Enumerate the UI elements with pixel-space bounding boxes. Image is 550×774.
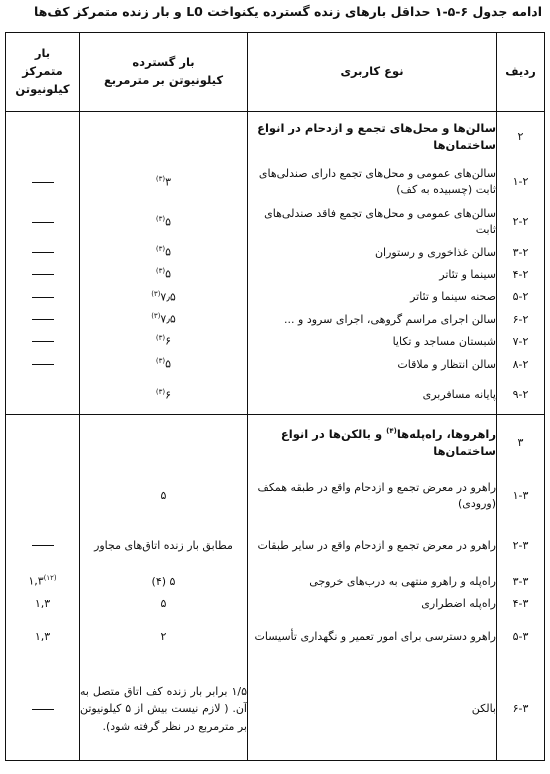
row-index: ۱-۳ bbox=[497, 471, 545, 521]
row-use: راهرو در معرض تجمع و ازدحام واقع در سایر طبقات bbox=[248, 521, 497, 571]
table-row bbox=[6, 521, 545, 571]
footnote-mark: (۳) bbox=[155, 334, 166, 343]
row-distributed: مطابق بار زنده اتاق‌های مجاور bbox=[80, 521, 248, 571]
row-distributed: ۳$^{(۳)}$ bbox=[80, 162, 248, 203]
header-distributed-line1: بار گسترده bbox=[132, 55, 195, 70]
row-index: ۳ bbox=[497, 415, 545, 471]
row-index: ۵-۳ bbox=[497, 615, 545, 659]
header-concentrated-line2: متمرکز bbox=[22, 64, 63, 79]
footnote-mark: (۳) bbox=[155, 357, 166, 366]
header-concentrated-line3: کیلونیوتن bbox=[15, 81, 70, 96]
row-distributed: ۵ bbox=[80, 471, 248, 521]
row-concentrated bbox=[6, 242, 80, 264]
row-concentrated bbox=[6, 162, 80, 203]
row-index: ۳-۳ bbox=[497, 571, 545, 593]
row-concentrated bbox=[6, 264, 80, 286]
row-use: راه‌پله اضطراری bbox=[248, 593, 497, 615]
row-concentrated bbox=[6, 521, 80, 571]
row-index: ۶-۳ bbox=[497, 659, 545, 761]
dash-mark bbox=[32, 545, 54, 546]
row-concentrated: ۱,۳$^{(۱۲)}$ bbox=[6, 571, 80, 593]
row-concentrated: ۱,۳ bbox=[6, 593, 80, 615]
row-index: ۲-۳ bbox=[497, 521, 545, 571]
table-row bbox=[6, 264, 545, 286]
group-title: سالن‌ها و محل‌های تجمع و ازدحام در انواع ساختمان‌ها bbox=[248, 112, 497, 162]
row-use: سالن‌های عمومی و محل‌های تجمع فاقد صندلی‌های ثابت bbox=[248, 203, 497, 242]
row-index: ۵-۲ bbox=[497, 286, 545, 309]
row-use: راهرو دسترسی برای امور تعمیر و نگهداری تأسیسات bbox=[248, 615, 497, 659]
table-row bbox=[6, 331, 545, 353]
table-row bbox=[6, 309, 545, 331]
row-distributed: ۶$^{(۳)}$ bbox=[80, 377, 248, 415]
table-caption: ادامه جدول ۶-۵-۱ حداقل بارهای زنده گسترده یکنواخت L0 و بار زنده متمرکز کف‌ها bbox=[34, 4, 542, 19]
row-index: ۸-۲ bbox=[497, 353, 545, 377]
row-index: ۱-۲ bbox=[497, 162, 545, 203]
table-row bbox=[6, 471, 545, 521]
row-distributed: ۵$^{(۳)}$ bbox=[80, 264, 248, 286]
footnote-mark: (۳) bbox=[155, 174, 166, 183]
row-concentrated bbox=[6, 471, 80, 521]
row-use: سالن‌های عمومی و محل‌های تجمع دارای صندلی‌های ثابت (چسبیده به کف) bbox=[248, 162, 497, 203]
row-distributed: ۵$^{(۳)}$ bbox=[80, 203, 248, 242]
row-use: شبستان مساجد و تکایا bbox=[248, 331, 497, 353]
row-distributed: ۵ (۴) bbox=[80, 571, 248, 593]
header-index: ردیف bbox=[497, 33, 545, 112]
header-concentrated-line1: بار bbox=[34, 46, 51, 61]
table-row bbox=[6, 571, 545, 593]
group-row bbox=[6, 415, 545, 471]
table-row bbox=[6, 659, 545, 761]
footnote-mark: (۳) bbox=[151, 289, 161, 298]
row-distributed: ۶$^{(۳)}$ bbox=[80, 331, 248, 353]
row-distributed: ۷٫۵$^{(۳)}$ bbox=[80, 286, 248, 309]
row-index: ۴-۳ bbox=[497, 593, 545, 615]
row-use: سینما و تئاتر bbox=[248, 264, 497, 286]
row-concentrated bbox=[6, 286, 80, 309]
row-concentrated: ۱,۳ bbox=[6, 615, 80, 659]
dash-mark bbox=[32, 182, 54, 183]
footnote-mark: (۳) bbox=[155, 267, 166, 276]
row-use: سالن غذاخوری و رستوران bbox=[248, 242, 497, 264]
footnote-mark: (۳) bbox=[151, 312, 161, 321]
row-distributed: ۵$^{(۳)}$ bbox=[80, 353, 248, 377]
row-index: ۹-۲ bbox=[497, 377, 545, 415]
row-distributed: ۵ bbox=[80, 593, 248, 615]
footnote-mark: (۴) bbox=[386, 427, 397, 436]
table-row bbox=[6, 593, 545, 615]
row-distributed: ۷٫۵$^{(۳)}$ bbox=[80, 309, 248, 331]
dash-mark bbox=[32, 341, 54, 342]
footnote-mark: (۳) bbox=[155, 245, 166, 254]
row-use: راه‌پله و راهرو منتهی به درب‌های خروجی bbox=[248, 571, 497, 593]
row-distributed: ۲ bbox=[80, 615, 248, 659]
row-use: راهرو در معرض تجمع و ازدحام واقع در طبقه همکف (ورودی) bbox=[248, 471, 497, 521]
row-concentrated bbox=[6, 203, 80, 242]
dash-mark bbox=[32, 252, 54, 253]
row-concentrated bbox=[6, 659, 80, 761]
row-use: سالن اجرای مراسم گروهی، اجرای سرود و ... bbox=[248, 309, 497, 331]
live-load-table bbox=[5, 32, 545, 761]
row-concentrated bbox=[6, 377, 80, 415]
dash-mark bbox=[32, 222, 54, 223]
header-distributed-line2: کیلونیوتن بر مترمربع bbox=[103, 73, 224, 87]
table-row bbox=[6, 242, 545, 264]
row-concentrated bbox=[6, 331, 80, 353]
group-row bbox=[6, 112, 545, 162]
row-use: صحنه سینما و تئاتر bbox=[248, 286, 497, 309]
row-concentrated bbox=[6, 309, 80, 331]
group-title: راهروها، راه‌پله‌ها$^{(۴)}$ و بالکن‌ها در انواع ساختمان‌ها bbox=[248, 415, 497, 471]
dash-mark bbox=[32, 274, 54, 275]
table-row bbox=[6, 162, 545, 203]
table-row bbox=[6, 203, 545, 242]
row-index: ۷-۲ bbox=[497, 331, 545, 353]
dash-mark bbox=[32, 297, 54, 298]
row-index: ۴-۲ bbox=[497, 264, 545, 286]
row-use: پایانه مسافربری bbox=[248, 377, 497, 415]
row-distributed: ۵$^{(۳)}$ bbox=[80, 242, 248, 264]
row-index: ۲-۲ bbox=[497, 203, 545, 242]
table-row bbox=[6, 615, 545, 659]
dash-mark bbox=[32, 364, 54, 365]
row-distributed: ۱/۵ برابر بار زنده کف اتاق متصل به آن. ( لازم نیست بیش از ۵ کیلونیوتن بر مترمربع در نظر گرفته شود). bbox=[80, 659, 248, 761]
footnote-mark: (۳) bbox=[155, 214, 166, 223]
footnote-mark: (۳) bbox=[155, 387, 166, 396]
footnote-mark: (۱۲) bbox=[43, 574, 57, 583]
header-row bbox=[6, 33, 545, 112]
row-index: ۲ bbox=[497, 112, 545, 162]
row-index: ۳-۲ bbox=[497, 242, 545, 264]
table-row bbox=[6, 286, 545, 309]
table-row bbox=[6, 377, 545, 415]
row-use: بالکن bbox=[248, 659, 497, 761]
dash-mark bbox=[32, 319, 54, 320]
header-concentrated bbox=[6, 33, 80, 112]
row-index: ۶-۲ bbox=[497, 309, 545, 331]
dash-mark bbox=[32, 709, 54, 710]
row-use: سالن انتظار و ملاقات bbox=[248, 353, 497, 377]
row-concentrated bbox=[6, 353, 80, 377]
header-distributed bbox=[80, 33, 248, 112]
header-use: نوع کاربری bbox=[248, 33, 497, 112]
table-row bbox=[6, 353, 545, 377]
